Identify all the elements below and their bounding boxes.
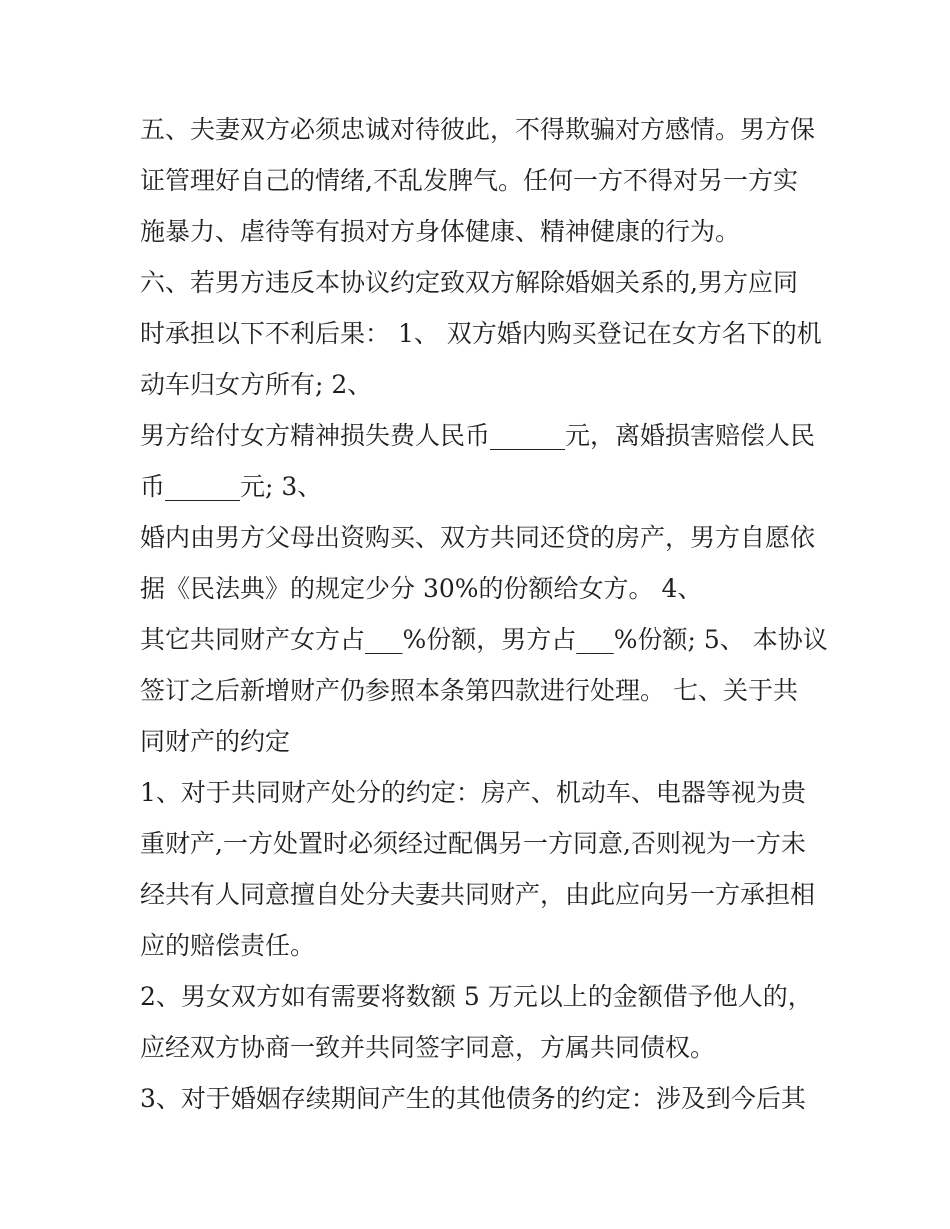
text-line: 3、对于婚姻存续期间产生的其他债务的约定：涉及到今后其 — [140, 1084, 806, 1113]
text-line: 同财产的约定 — [140, 727, 291, 756]
text-line: 经共有人同意擅自处分夫妻共同财产，由此应向另一方承担相 — [140, 880, 816, 909]
text-line: 签订之后新增财产仍参照本条第四款进行处理。 七、关于共 — [140, 676, 798, 705]
text-line: 2、男女双方如有需要将数额 5 万元以上的金额借予他人的， — [140, 982, 813, 1011]
text-line: 币______元; 3、 — [140, 472, 323, 501]
text-line: 据《民法典》的规定少分 30%的份额给女方。 4、 — [140, 574, 703, 603]
text-line: 其它共同财产女方占___%份额，男方占___%份额; 5、 本协议 — [140, 625, 828, 654]
text-line: 1、对于共同财产处分的约定：房产、机动车、电器等视为贵 — [140, 778, 806, 807]
text-line: 六、若男方违反本协议约定致双方解除婚姻关系的,男方应同 — [140, 268, 798, 297]
text-line: 应经双方协商一致并共同签字同意，方属共同债权。 — [140, 1033, 716, 1062]
document-body — [140, 110, 828, 1130]
text-line: 重财产,一方处置时必须经过配偶另一方同意,否则视为一方未 — [140, 829, 806, 858]
text-line: 动车归女方所有; 2、 — [140, 370, 373, 399]
text-line: 施暴力、虐待等有损对方身体健康、精神健康的行为。 — [140, 217, 741, 246]
text-line: 时承担以下不利后果： 1、 双方婚内购买登记在女方名下的机 — [140, 319, 822, 348]
text-line: 证管理好自己的情绪,不乱发脾气。任何一方不得对另一方实 — [140, 166, 798, 195]
text-line: 应的赔偿责任。 — [140, 931, 316, 960]
text-line: 五、夫妻双方必须忠诚对待彼此，不得欺骗对方感情。男方保 — [140, 115, 816, 144]
text-line: 男方给付女方精神损失费人民币______元，离婚损害赔偿人民 — [140, 421, 816, 450]
text-line: 婚内由男方父母出资购买、双方共同还贷的房产，男方自愿依 — [140, 523, 816, 552]
